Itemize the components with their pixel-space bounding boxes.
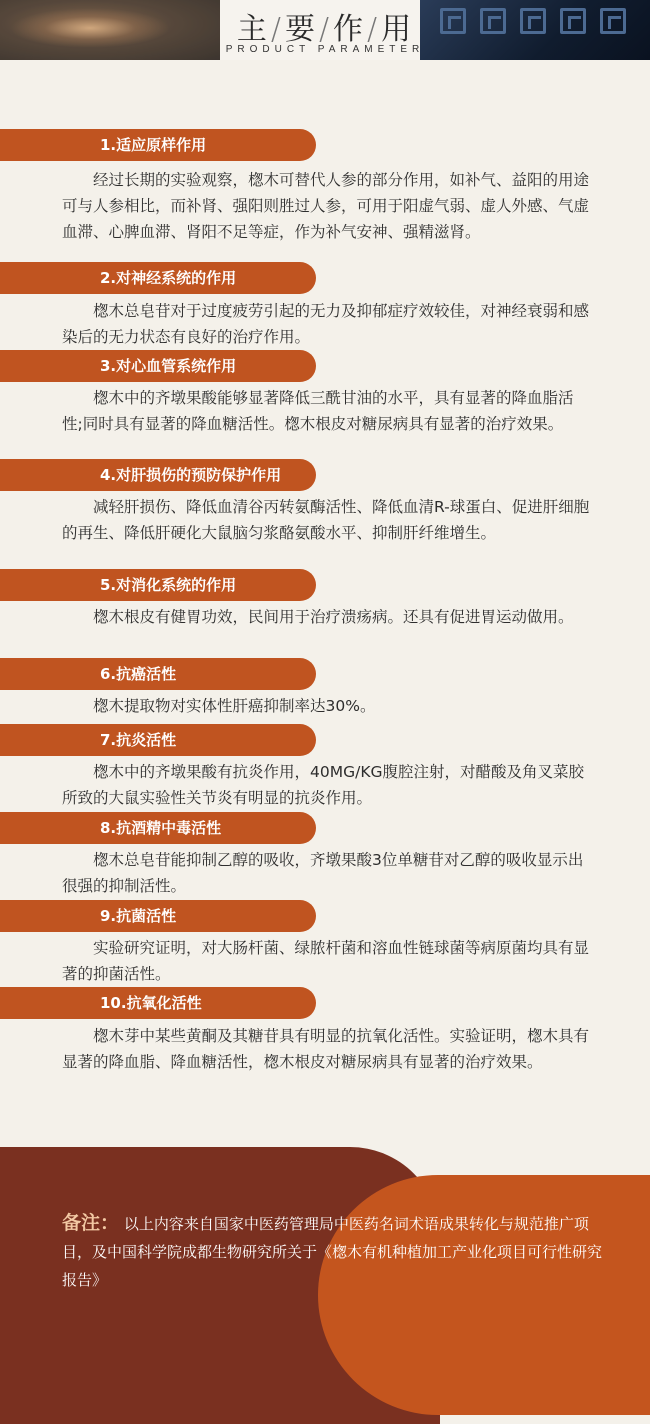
- section-heading: 10.抗氧化活性: [0, 987, 316, 1019]
- section-heading: 4.对肝损伤的预防保护作用: [0, 459, 316, 491]
- footer-note: [62, 1209, 602, 1294]
- section-text: 经过长期的实验观察，楤木可替代人参的部分作用，如补气、益阳的用途可与人参相比，而补肾、强阳则胜过人参，可用于阳虚气弱、虚人外感、气虚血滞、心脾血滞、肾阳不足等症，作为补气安神、强精滋肾。: [62, 171, 590, 241]
- section-text: 楤木总皂苷对于过度疲劳引起的无力及抑郁症疗效较佳，对神经衰弱和感染后的无力状态有良好的治疗作用。: [62, 302, 590, 346]
- page-subtitle: PRODUCT PARAMETER: [225, 44, 425, 55]
- title-separator: /: [367, 12, 380, 47]
- section-text: 楤木中的齐墩果酸有抗炎作用，40MG/KG腹腔注射，对醋酸及角叉菜胶所致的大鼠实验性关节炎有明显的抗炎作用。: [62, 763, 585, 807]
- section-heading: 6.抗癌活性: [0, 658, 316, 690]
- title-char: 用: [381, 12, 414, 47]
- section-heading: 7.抗炎活性: [0, 724, 316, 756]
- section-text: 楤木根皮有健胃功效，民间用于治疗溃疡病。还具有促进胃运动做用。: [93, 608, 574, 626]
- footer-note-panel: [0, 1147, 650, 1424]
- title-char: 要: [284, 12, 317, 47]
- section-heading: 2.对神经系统的作用: [0, 262, 316, 294]
- section-heading: 3.对心血管系统作用: [0, 350, 316, 382]
- section-heading: 9.抗菌活性: [0, 900, 316, 932]
- section-text: 实验研究证明，对大肠杆菌、绿脓杆菌和溶血性链球菌等病原菌均具有显著的抑菌活性。: [62, 939, 590, 983]
- page-title: [0, 4, 650, 48]
- section-heading: 5.对消化系统的作用: [0, 569, 316, 601]
- title-char: 作: [333, 12, 366, 47]
- note-text: 以上内容来自国家中医药管理局中医药名词术语成果转化与规范推广项目，及中国科学院成都生物研究所关于《楤木有机种植加工产业化项目可行性研究报告》: [62, 1215, 603, 1289]
- section-heading: 1.适应原样作用: [0, 129, 316, 161]
- title-char: 主: [236, 12, 269, 47]
- title-separator: /: [318, 12, 332, 47]
- section-heading: 8.抗酒精中毒活性: [0, 812, 316, 844]
- section-text: 楤木中的齐墩果酸能够显著降低三酰甘油的水平，具有显著的降血脂活性;同时具有显著的降血糖活性。楤木根皮对糖尿病具有显著的治疗效果。: [62, 389, 574, 433]
- section-text: 楤木总皂苷能抑制乙醇的吸收，齐墩果酸3位单糖苷对乙醇的吸收显示出很强的抑制活性。: [62, 851, 584, 895]
- header-banner: [0, 0, 650, 60]
- section-text: 减轻肝损伤、降低血清谷丙转氨酶活性、降低血清R-球蛋白、促进肝细胞的再生、降低肝硬化大鼠脑匀浆酪氨酸水平、抑制肝纤维增生。: [62, 498, 590, 542]
- section-text: 楤木芽中某些黄酮及其糖苷具有明显的抗氧化活性。实验证明，楤木具有显著的降血脂、降血糖活性，楤木根皮对糖尿病具有显著的治疗效果。: [62, 1027, 590, 1071]
- note-colon: ：: [100, 1212, 120, 1234]
- title-separator: /: [270, 12, 283, 47]
- note-label: 备注: [62, 1212, 101, 1234]
- section-text: 楤木提取物对实体性肝癌抑制率达30%。: [93, 697, 376, 715]
